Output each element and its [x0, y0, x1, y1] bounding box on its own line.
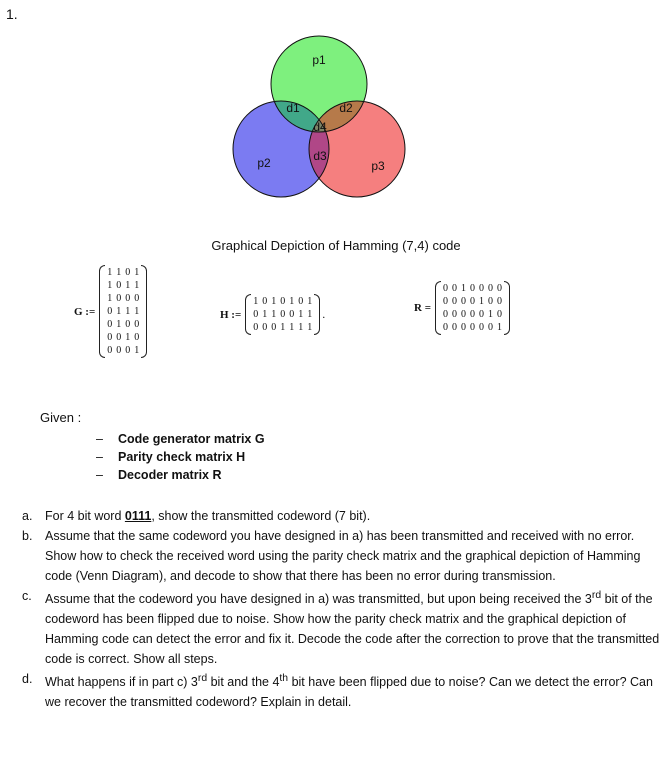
- matrix-cell: 0: [116, 293, 122, 304]
- matrix-cell: 1: [134, 306, 140, 317]
- matrix-cell: 1: [125, 332, 131, 343]
- question-b: [22, 526, 662, 586]
- matrix-row: [251, 308, 314, 321]
- matrix-cell: 1: [134, 267, 140, 278]
- matrix-cell: 0: [451, 322, 457, 333]
- matrix-cell: 0: [125, 267, 131, 278]
- matrix-cell: 1: [496, 322, 502, 333]
- matrix-row: [105, 279, 141, 292]
- matrix-tail: .: [322, 307, 326, 321]
- matrix-cell: 0: [460, 296, 466, 307]
- matrix-cell: 0: [442, 296, 448, 307]
- matrix-cell: 1: [134, 280, 140, 291]
- matrix-cell: 1: [307, 309, 313, 320]
- matrix-cell: 1: [298, 322, 304, 333]
- given-heading: Given :: [40, 410, 82, 425]
- matrix-cell: 1: [107, 280, 113, 291]
- matrix-cell: 1: [460, 283, 466, 294]
- matrix-cell: 1: [487, 309, 493, 320]
- p2-label: p2: [257, 156, 271, 170]
- matrix-cell: 1: [116, 267, 122, 278]
- list-item: – Code generator matrix G: [96, 430, 265, 448]
- matrix-cell: 0: [451, 309, 457, 320]
- matrix-cell: 0: [125, 293, 131, 304]
- diagram-caption: Graphical Depiction of Hamming (7,4) code: [211, 238, 461, 253]
- matrix-cell: 1: [116, 319, 122, 330]
- matrix-row: [441, 321, 504, 334]
- matrix-cell: 0: [496, 296, 502, 307]
- ordinal-suffix: rd: [591, 590, 602, 601]
- matrix-cell: 0: [469, 322, 475, 333]
- question-text: bit have been flipped due to noise? Can we detect the error? Can we recover the transmitted codeword? Explain in detail.: [45, 675, 653, 710]
- matrix-cell: 0: [280, 309, 286, 320]
- matrix-cell: 1: [107, 293, 113, 304]
- data-word: 0111: [124, 509, 152, 523]
- question-list: [22, 506, 662, 712]
- matrix-row: [105, 318, 141, 331]
- matrix-cell: 0: [134, 332, 140, 343]
- matrix-cell: 0: [487, 283, 493, 294]
- matrix-cell: 0: [487, 322, 493, 333]
- matrix-cell: 0: [469, 283, 475, 294]
- ordinal-suffix: th: [279, 673, 289, 685]
- matrix-cell: 1: [116, 306, 122, 317]
- matrix-row: [251, 321, 314, 334]
- matrix-row: [105, 266, 141, 279]
- matrix-cell: 0: [487, 296, 493, 307]
- p1-label: p1: [312, 53, 326, 67]
- matrix-cell: 0: [125, 345, 131, 356]
- matrix-cell: 0: [271, 322, 277, 333]
- question-label: a.: [22, 509, 33, 523]
- d3-label: d3: [313, 149, 327, 163]
- matrix-cell: 0: [469, 296, 475, 307]
- matrix-cell: 0: [442, 309, 448, 320]
- matrix-row: [441, 282, 504, 295]
- matrix-cell: 1: [298, 309, 304, 320]
- matrix-cell: 0: [107, 306, 113, 317]
- matrix-cell: 0: [253, 322, 259, 333]
- generator-matrix: [74, 265, 149, 358]
- decoder-matrix: [414, 281, 512, 335]
- matrix-cell: 1: [280, 322, 286, 333]
- matrix-cell: 1: [289, 296, 295, 307]
- matrix-cell: 0: [460, 309, 466, 320]
- matrix-cell: 0: [134, 319, 140, 330]
- matrix-label: G :=: [74, 305, 96, 318]
- question-c: [22, 586, 662, 669]
- matrix-cell: 1: [289, 322, 295, 333]
- matrix-cell: 0: [451, 296, 457, 307]
- hamming-venn-diagram: [226, 34, 412, 204]
- matrix-cell: 1: [307, 296, 313, 307]
- question-d: [22, 669, 662, 712]
- question-label: c.: [22, 589, 32, 603]
- matrix-cell: 1: [262, 309, 268, 320]
- question-text: Assume that the codeword you have designed in a) was transmitted, but upon being received the 3: [45, 592, 592, 607]
- matrix-table: [251, 295, 314, 334]
- question-a: [22, 506, 662, 526]
- matrix-cell: 0: [280, 296, 286, 307]
- question-text: Assume that the same codeword you have designed in a) has been transmitted and received with no error. Show how to check the received word using the parity check matrix and the graphical depiction of Hamming code (Venn Diagram), and decode to show that there has been no error during transmission.: [45, 529, 641, 583]
- matrix-label: R =: [414, 302, 431, 314]
- matrix-row: [105, 331, 141, 344]
- matrix-cell: 0: [253, 309, 259, 320]
- given-list: [96, 430, 265, 484]
- matrix-row: [105, 305, 141, 318]
- matrix-row: [441, 295, 504, 308]
- matrix-cell: 1: [478, 296, 484, 307]
- matrix-cell: 0: [262, 296, 268, 307]
- matrix-cell: 0: [116, 280, 122, 291]
- d1-label: d1: [286, 101, 300, 115]
- matrix-cell: 1: [125, 280, 131, 291]
- matrix-cell: 1: [125, 306, 131, 317]
- matrix-cell: 0: [496, 283, 502, 294]
- question-text: For 4 bit word: [45, 509, 125, 523]
- matrix-row: [105, 292, 141, 305]
- question-text: bit and the 4: [207, 675, 280, 690]
- list-item: – Parity check matrix H: [96, 448, 265, 466]
- matrix-cell: 0: [125, 319, 131, 330]
- matrix-cell: 1: [107, 267, 113, 278]
- matrix-cell: 0: [107, 345, 113, 356]
- d4-label: d4: [313, 120, 327, 134]
- matrix-cell: 0: [289, 309, 295, 320]
- question-text: bit of the codeword has been flipped due to noise. Show how the parity check matrix and the graphical depiction of Hamming code can detect the error and fix it. Decode the code after the correction to prove that the transmitted code is correct. Show all steps.: [45, 592, 660, 667]
- matrix-cell: 0: [451, 283, 457, 294]
- matrix-cell: 0: [478, 309, 484, 320]
- matrix-cell: 0: [442, 322, 448, 333]
- matrix-cell: 1: [307, 322, 313, 333]
- p3-label: p3: [371, 159, 385, 173]
- ordinal-suffix: rd: [197, 673, 208, 685]
- matrix-table: [441, 282, 504, 334]
- question-text: What happens if in part c) 3: [45, 675, 198, 690]
- matrix-cell: 0: [262, 322, 268, 333]
- matrix-table: [105, 266, 141, 357]
- matrix-cell: 0: [478, 322, 484, 333]
- list-item: – Decoder matrix R: [96, 466, 265, 484]
- matrix-cell: 0: [134, 293, 140, 304]
- matrix-cell: 1: [271, 309, 277, 320]
- matrix-cell: 0: [116, 332, 122, 343]
- matrix-cell: 0: [107, 332, 113, 343]
- matrix-cell: 0: [469, 309, 475, 320]
- matrix-row: [251, 295, 314, 308]
- parity-check-matrix: [220, 294, 325, 335]
- question-number: 1.: [6, 6, 18, 22]
- matrix-cell: 0: [442, 283, 448, 294]
- question-label: d.: [22, 672, 33, 687]
- matrix-cell: 0: [460, 322, 466, 333]
- matrix-cell: 0: [298, 296, 304, 307]
- matrix-label: H :=: [220, 308, 242, 321]
- matrix-cell: 1: [253, 296, 259, 307]
- matrix-cell: 1: [271, 296, 277, 307]
- question-text: , show the transmitted codeword (7 bit).: [151, 509, 371, 523]
- question-label: b.: [22, 529, 33, 543]
- matrix-cell: 0: [478, 283, 484, 294]
- matrix-row: [441, 308, 504, 321]
- matrix-cell: 0: [496, 309, 502, 320]
- matrix-cell: 0: [116, 345, 122, 356]
- matrix-cell: 1: [134, 345, 140, 356]
- matrix-cell: 0: [107, 319, 113, 330]
- d2-label: d2: [339, 101, 353, 115]
- matrix-row: [105, 344, 141, 357]
